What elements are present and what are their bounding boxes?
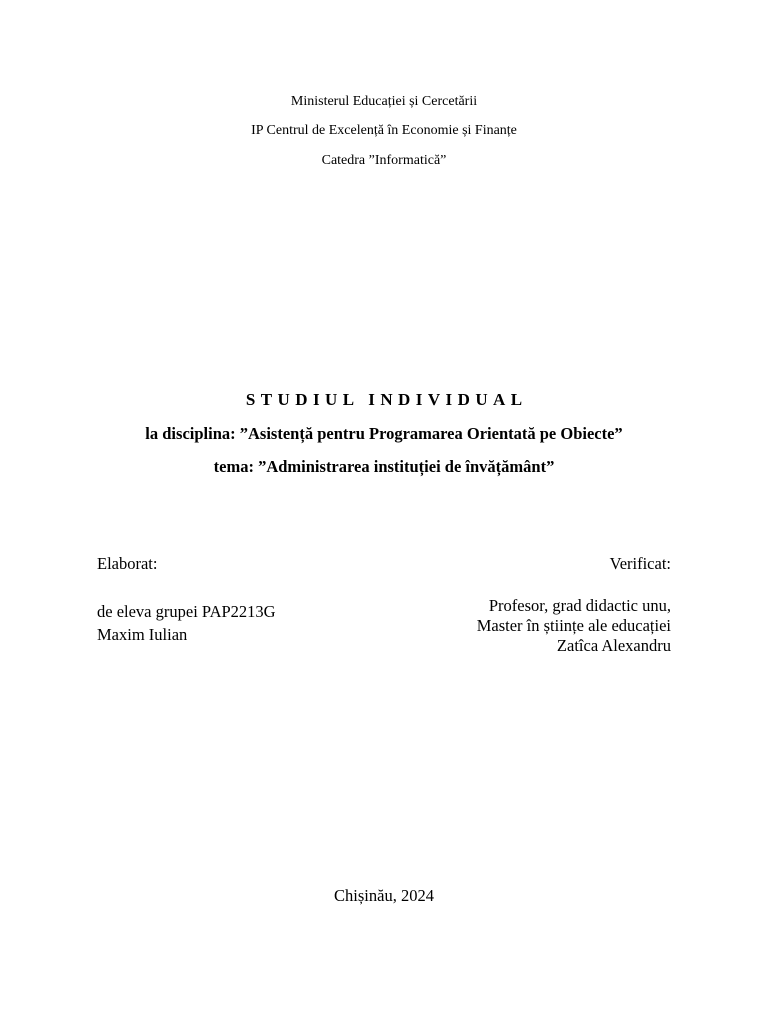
author-name: Maxim Iulian — [97, 625, 188, 644]
author-group: de eleva grupei PAP2213G — [97, 602, 276, 621]
discipline-line: la disciplina: ”Asistență pentru Programarea Orientată pe Obiecte” — [145, 424, 623, 443]
reviewer-degree: Master în științe ale educației — [476, 616, 671, 635]
theme-line: tema: ”Administrarea instituției de învățământ” — [213, 457, 555, 476]
reviewer-name: Zatîca Alexandru — [556, 636, 671, 655]
reviewer-details — [477, 596, 671, 656]
reviewer-position: Profesor, grad didactic unu, — [488, 596, 671, 615]
reviewer-label: Verificat: — [609, 554, 671, 573]
document-title: STUDIUL INDIVIDUAL — [245, 390, 528, 409]
ministry-name: Ministerul Educației și Cercetării — [290, 94, 478, 109]
institution-name: IP Centrul de Excelență în Economie și Finanțe — [251, 123, 517, 138]
author-block — [97, 554, 157, 574]
author-details — [97, 602, 276, 645]
place-and-year: Chișinău, 2024 — [334, 886, 434, 905]
reviewer-block — [610, 554, 671, 574]
department-name: Catedra ”Informatică” — [321, 153, 447, 168]
author-label: Elaborat: — [97, 554, 158, 573]
